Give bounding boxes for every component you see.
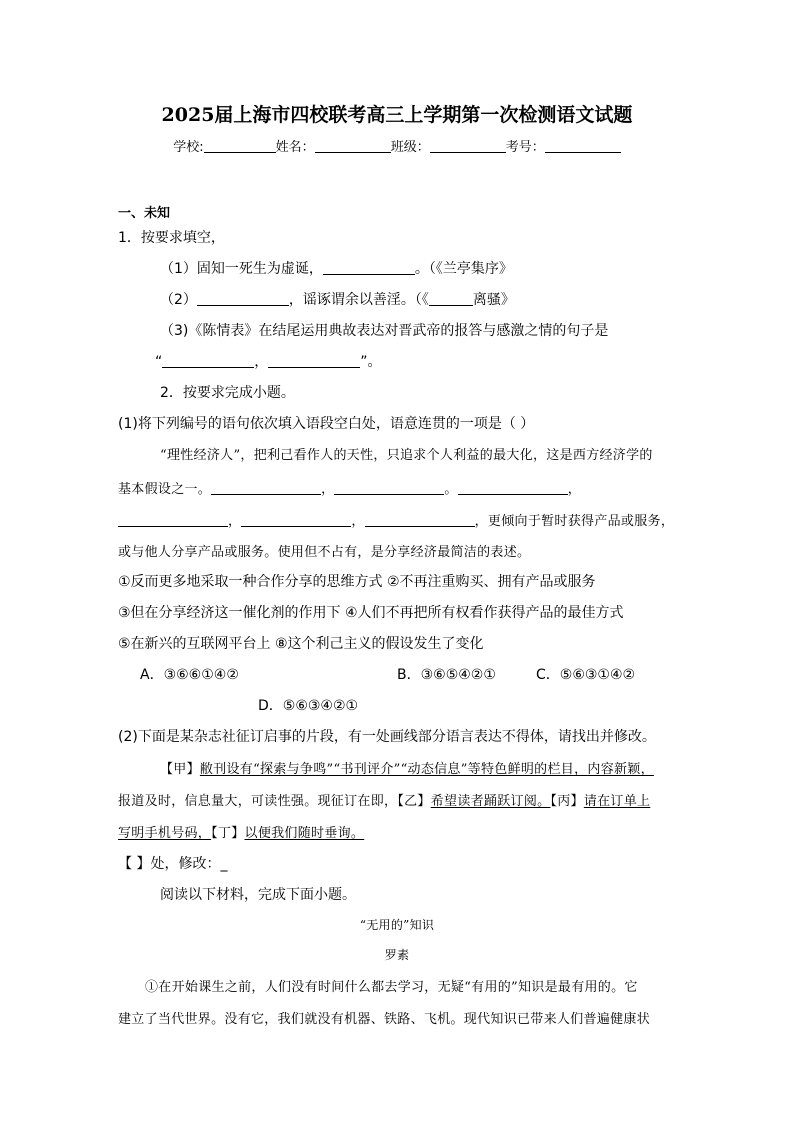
q1-item3-comma: ， <box>254 354 269 370</box>
school-blank[interactable] <box>204 140 276 153</box>
option-row: ⑤在新兴的互联网平台上 ⑧这个利己主义的假设发生了变化 <box>118 636 484 652</box>
name-blank[interactable] <box>315 140 391 153</box>
article-author: 罗素 <box>384 948 410 962</box>
number-blank[interactable] <box>545 140 621 153</box>
passage-punct: 。 <box>444 482 458 497</box>
passage-line: 或与他人分享产品或服务。使用但不占有，是分享经济最简洁的表述。 <box>118 545 531 560</box>
passage-punct: ， <box>567 482 582 497</box>
underlined-text: 写明手机号码， <box>118 826 212 841</box>
q1-item2 <box>160 292 515 310</box>
student-info-line <box>0 140 794 156</box>
school-label: 学校: <box>173 140 204 155</box>
passage-punct: ， <box>321 482 335 497</box>
page-title: 2025届上海市四校联考高三上学期第一次检测语文试题 <box>161 104 633 126</box>
passage-blank[interactable] <box>241 513 351 527</box>
option-row: ①反而更多地采取一种合作分享的思维方式 ②不再注重购买、拥有产品或服务 <box>118 574 596 590</box>
q1-item3-open: “ <box>155 354 163 370</box>
marker-jia: 【甲】 <box>160 762 200 777</box>
option-row: ③但在分享经济这一催化剂的作用下 ④人们不再把所有权看作获得产品的最佳方式 <box>118 605 624 621</box>
q1-item2-source: 离骚》 <box>472 292 515 308</box>
q1-item3-close: ”。 <box>360 354 382 370</box>
q1-item1 <box>160 261 513 279</box>
q2-stem: 2．按要求完成小题。 <box>160 385 295 401</box>
q1-item2-text: ，谣诼谓余以善淫。（《 <box>288 292 429 308</box>
class-label: 班级： <box>390 140 430 155</box>
q1-item3-blank2[interactable] <box>268 354 360 368</box>
q1-item2-blank2[interactable] <box>429 292 473 306</box>
reading-intro: 阅读以下材料，完成下面小题。 <box>160 887 356 903</box>
passage-text: ，更倾向于暂时获得产品或服务， <box>474 514 675 529</box>
underlined-text: 希望读者踊跃订阅。 <box>430 794 551 809</box>
underlined-text: 敝刊设有“探索与争鸣”“书刊评介”“动态信息”等特色鲜明的栏目， <box>199 762 588 777</box>
choice-d[interactable]: D．⑤⑥③④②① <box>258 698 359 714</box>
article-line: 建立了当代世界。没有它，我们就没有机器、铁路、飞机。现代知识已带来人们普遍健康状 <box>118 1012 651 1027</box>
passage-blank[interactable] <box>118 513 228 527</box>
q2-sub1: (1)将下列编号的语句依次填入语段空白处，语意连贯的一项是（ ） <box>118 416 535 432</box>
passage-blank[interactable] <box>458 481 568 495</box>
notice-line <box>160 762 654 778</box>
passage-blank[interactable] <box>334 481 444 495</box>
marker-bing: 【丙】 <box>550 794 584 809</box>
choice-a[interactable]: A．③⑥⑥①④② <box>140 667 239 683</box>
q1-stem: 1．按要求填空， <box>118 230 225 246</box>
passage-punct: ， <box>228 514 242 529</box>
underlined-text: 内容新颖， <box>587 762 654 777</box>
underlined-text: 以便我们随时垂询。 <box>244 826 365 841</box>
passage-line: “理性经济人”，把利己看作人的天性，只追求个人利益的最大化，这是西方经济学的 <box>160 448 653 463</box>
notice-text: 报道及时，信息量大，可读性强。现征订在即， <box>118 794 398 809</box>
choice-b[interactable]: B．③⑥⑤④②① <box>397 667 496 683</box>
q1-item1-blank[interactable] <box>323 261 415 275</box>
q1-item1-source: 。（《兰亭集序》 <box>414 261 513 277</box>
name-label: 姓名： <box>275 140 315 155</box>
passage-punct: ， <box>351 514 365 529</box>
number-label: 考号： <box>505 140 545 155</box>
passage-blank[interactable] <box>365 513 475 527</box>
passage-line <box>118 513 674 530</box>
class-blank[interactable] <box>430 140 506 153</box>
passage-text: 基本假设之一。 <box>118 482 212 497</box>
q1-item2-num: （2） <box>160 292 197 308</box>
passage-blank[interactable] <box>211 481 321 495</box>
section-heading: 一、未知 <box>118 206 171 221</box>
q1-item1-text: （1）固知一死生为虚诞， <box>160 261 323 277</box>
q1-item3: （3)《陈情表》在结尾运用典故表达对晋武帝的报答与感激之情的句子是 <box>160 323 609 339</box>
underlined-text: 请在订单上 <box>583 794 651 809</box>
choice-c[interactable]: C．⑤⑥③①④② <box>536 667 636 683</box>
marker-yi: 【乙】 <box>397 794 431 809</box>
article-title: “无用的”知识 <box>359 918 435 932</box>
q1-item3-blank1[interactable] <box>162 354 254 368</box>
q2-sub2: (2)下面是某杂志社征订启事的片段，有一处画线部分语言表达不得体，请找出并修改。 <box>118 729 656 745</box>
q1-item3-answer <box>155 354 382 372</box>
notice-line <box>118 794 650 810</box>
notice-line <box>118 826 364 842</box>
article-line: ①在开始课生之前，人们没有时间什么都去学习，无疑“有用的”知识是最有用的。它 <box>145 980 638 995</box>
passage-line <box>118 481 581 498</box>
marker-ding: 【丁】 <box>211 826 245 841</box>
q1-item2-blank[interactable] <box>197 292 289 306</box>
answer-line[interactable]: 【 】处，修改：_ <box>118 856 228 872</box>
